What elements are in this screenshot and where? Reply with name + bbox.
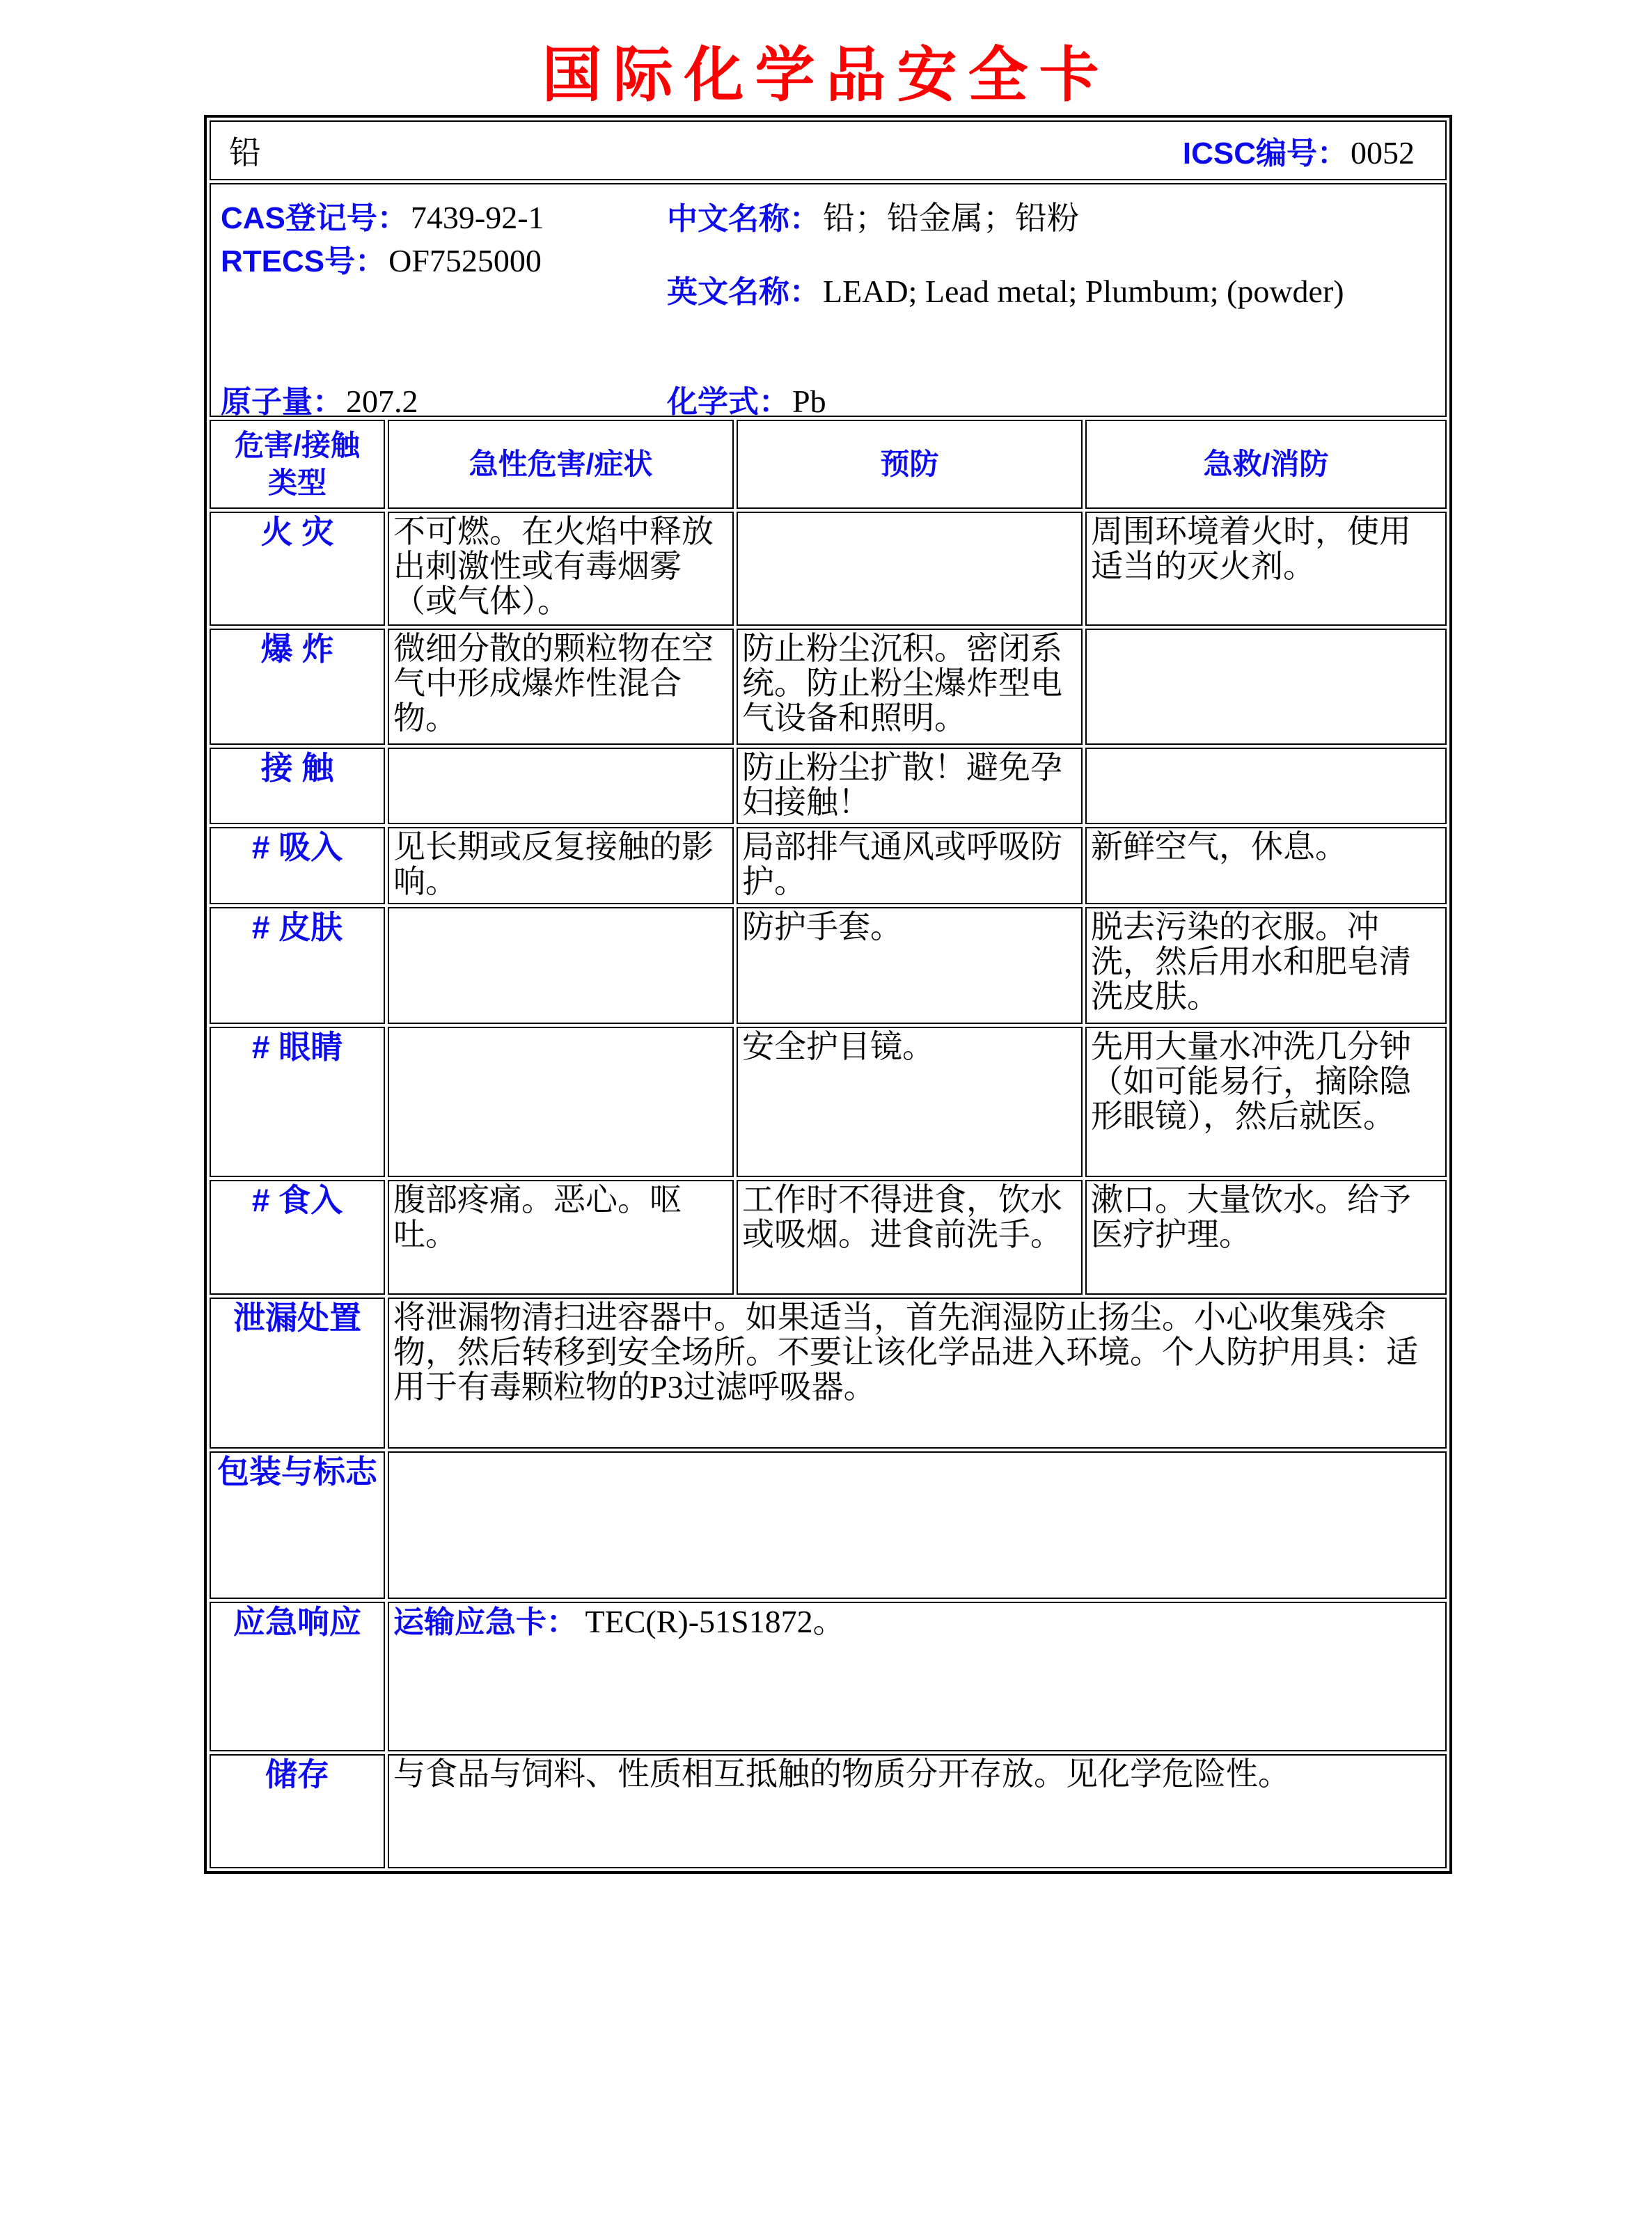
card-header-strip xyxy=(210,120,1447,180)
cas-value: 7439-92-1 xyxy=(410,200,544,235)
row-label-eyes: # 眼睛 xyxy=(210,1027,385,1177)
section-row-storage xyxy=(210,1754,1447,1868)
cas-line xyxy=(221,193,544,237)
header-first-aid: 急救/消防 xyxy=(1085,420,1447,509)
rtecs-value: OF7525000 xyxy=(388,243,542,278)
exposure-symptoms-cell xyxy=(388,748,734,824)
ingestion-prevention-cell: 工作时不得进食，饮水或吸烟。进食前洗手。 xyxy=(737,1180,1083,1295)
explosion-first-aid-cell xyxy=(1085,629,1447,745)
cas-label: CAS登记号： xyxy=(221,201,408,235)
ingestion-symptoms-cell: 腹部疼痛。恶心。呕吐。 xyxy=(388,1180,734,1295)
page-title: 国际化学品安全卡 xyxy=(542,42,1110,109)
formula-line xyxy=(667,377,826,421)
chinese-name-label: 中文名称： xyxy=(667,202,820,236)
skin-prevention-cell: 防护手套。 xyxy=(737,907,1083,1024)
storage-content: 与食品与饲料、性质相互抵触的物质分开存放。见化学危险性。 xyxy=(388,1754,1447,1868)
spill-disposal-content: 将泄漏物清扫进容器中。如果适当，首先润湿防止扬尘。小心收集残余物，然后转移到安全场所。不要让该化学品进入环境。个人防护用具：适用于有毒颗粒物的P3过滤呼吸器。 xyxy=(388,1298,1447,1449)
row-label-fire: 火 灾 xyxy=(210,512,385,626)
fire-symptoms-cell: 不可燃。在火焰中释放出刺激性或有毒烟雾（或气体）。 xyxy=(388,512,734,626)
icsc-card xyxy=(204,115,1452,1874)
rtecs-label: RTECS号： xyxy=(221,244,386,278)
chinese-name-value: 铅；铅金属；铅粉 xyxy=(823,200,1079,236)
formula-label: 化学式： xyxy=(667,385,789,419)
rtecs-line xyxy=(221,236,542,281)
hazard-row-skin xyxy=(210,907,1447,1024)
transport-emergency-card-value: TEC(R)-51S1872。 xyxy=(585,1604,845,1639)
header-prevention: 预防 xyxy=(737,420,1083,509)
transport-emergency-card-label: 运输应急卡： xyxy=(393,1605,577,1639)
hazard-row-exposure xyxy=(210,748,1447,824)
english-name-line xyxy=(667,267,1344,311)
icsc-number-value: 0052 xyxy=(1351,135,1415,171)
hazard-row-eyes xyxy=(210,1027,1447,1177)
section-row-packaging-labelling xyxy=(210,1451,1447,1599)
header-acute-hazards: 急性危害/症状 xyxy=(388,420,734,509)
inhalation-symptoms-cell: 见长期或反复接触的影响。 xyxy=(388,827,734,904)
row-label-ingestion: # 食入 xyxy=(210,1180,385,1295)
skin-first-aid-cell: 脱去污染的衣服。冲洗，然后用水和肥皂清洗皮肤。 xyxy=(1085,907,1447,1024)
atomic-mass-label: 原子量： xyxy=(221,385,343,419)
row-label-exposure: 接 触 xyxy=(210,748,385,824)
formula-value: Pb xyxy=(792,384,826,419)
row-label-explosion: 爆 炸 xyxy=(210,629,385,745)
hazard-table-header-row xyxy=(210,420,1447,509)
hazard-row-fire xyxy=(210,512,1447,626)
section-label-emergency-response: 应急响应 xyxy=(210,1602,385,1751)
chinese-name-line xyxy=(667,193,1079,239)
explosion-prevention-cell: 防止粉尘沉积。密闭系统。防止粉尘爆炸型电气设备和照明。 xyxy=(737,629,1083,745)
english-name-label: 英文名称： xyxy=(667,275,820,309)
english-name-value: LEAD; Lead metal; Plumbum; (powder) xyxy=(823,274,1344,309)
section-row-emergency-response xyxy=(210,1602,1447,1751)
eyes-prevention-cell: 安全护目镜。 xyxy=(737,1027,1083,1177)
section-label-spill-disposal: 泄漏处置 xyxy=(210,1298,385,1449)
fire-first-aid-cell: 周围环境着火时，使用适当的灭火剂。 xyxy=(1085,512,1447,626)
eyes-first-aid-cell: 先用大量水冲洗几分钟（如可能易行，摘除隐形眼镜），然后就医。 xyxy=(1085,1027,1447,1177)
icsc-number xyxy=(1183,128,1415,173)
header-hazard-type: 危害/接触 类型 xyxy=(210,420,385,509)
ingestion-first-aid-cell: 漱口。大量饮水。给予医疗护理。 xyxy=(1085,1180,1447,1295)
section-row-spill-disposal xyxy=(210,1298,1447,1449)
emergency-response-content xyxy=(388,1602,1447,1751)
hazard-row-inhalation xyxy=(210,827,1447,904)
icsc-number-label: ICSC编号： xyxy=(1182,136,1348,171)
section-label-packaging-labelling: 包装与标志 xyxy=(210,1451,385,1599)
skin-symptoms-cell xyxy=(388,907,734,1024)
hazard-row-explosion xyxy=(210,629,1447,745)
packaging-labelling-content xyxy=(388,1451,1447,1599)
hazard-table xyxy=(207,417,1449,1871)
atomic-mass-value: 207.2 xyxy=(346,384,418,419)
identification-block xyxy=(210,183,1447,417)
eyes-symptoms-cell xyxy=(388,1027,734,1177)
inhalation-first-aid-cell: 新鲜空气，休息。 xyxy=(1085,827,1447,904)
fire-prevention-cell xyxy=(737,512,1083,626)
row-label-inhalation: # 吸入 xyxy=(210,827,385,904)
substance-name: 铅 xyxy=(229,135,261,171)
hazard-row-ingestion xyxy=(210,1180,1447,1295)
row-label-skin: # 皮肤 xyxy=(210,907,385,1024)
exposure-first-aid-cell xyxy=(1085,748,1447,824)
explosion-symptoms-cell: 微细分散的颗粒物在空气中形成爆炸性混合物。 xyxy=(388,629,734,745)
section-label-storage: 储存 xyxy=(210,1754,385,1868)
inhalation-prevention-cell: 局部排气通风或呼吸防护。 xyxy=(737,827,1083,904)
exposure-prevention-cell: 防止粉尘扩散！避免孕妇接触！ xyxy=(737,748,1083,824)
atomic-mass-line xyxy=(221,377,418,421)
